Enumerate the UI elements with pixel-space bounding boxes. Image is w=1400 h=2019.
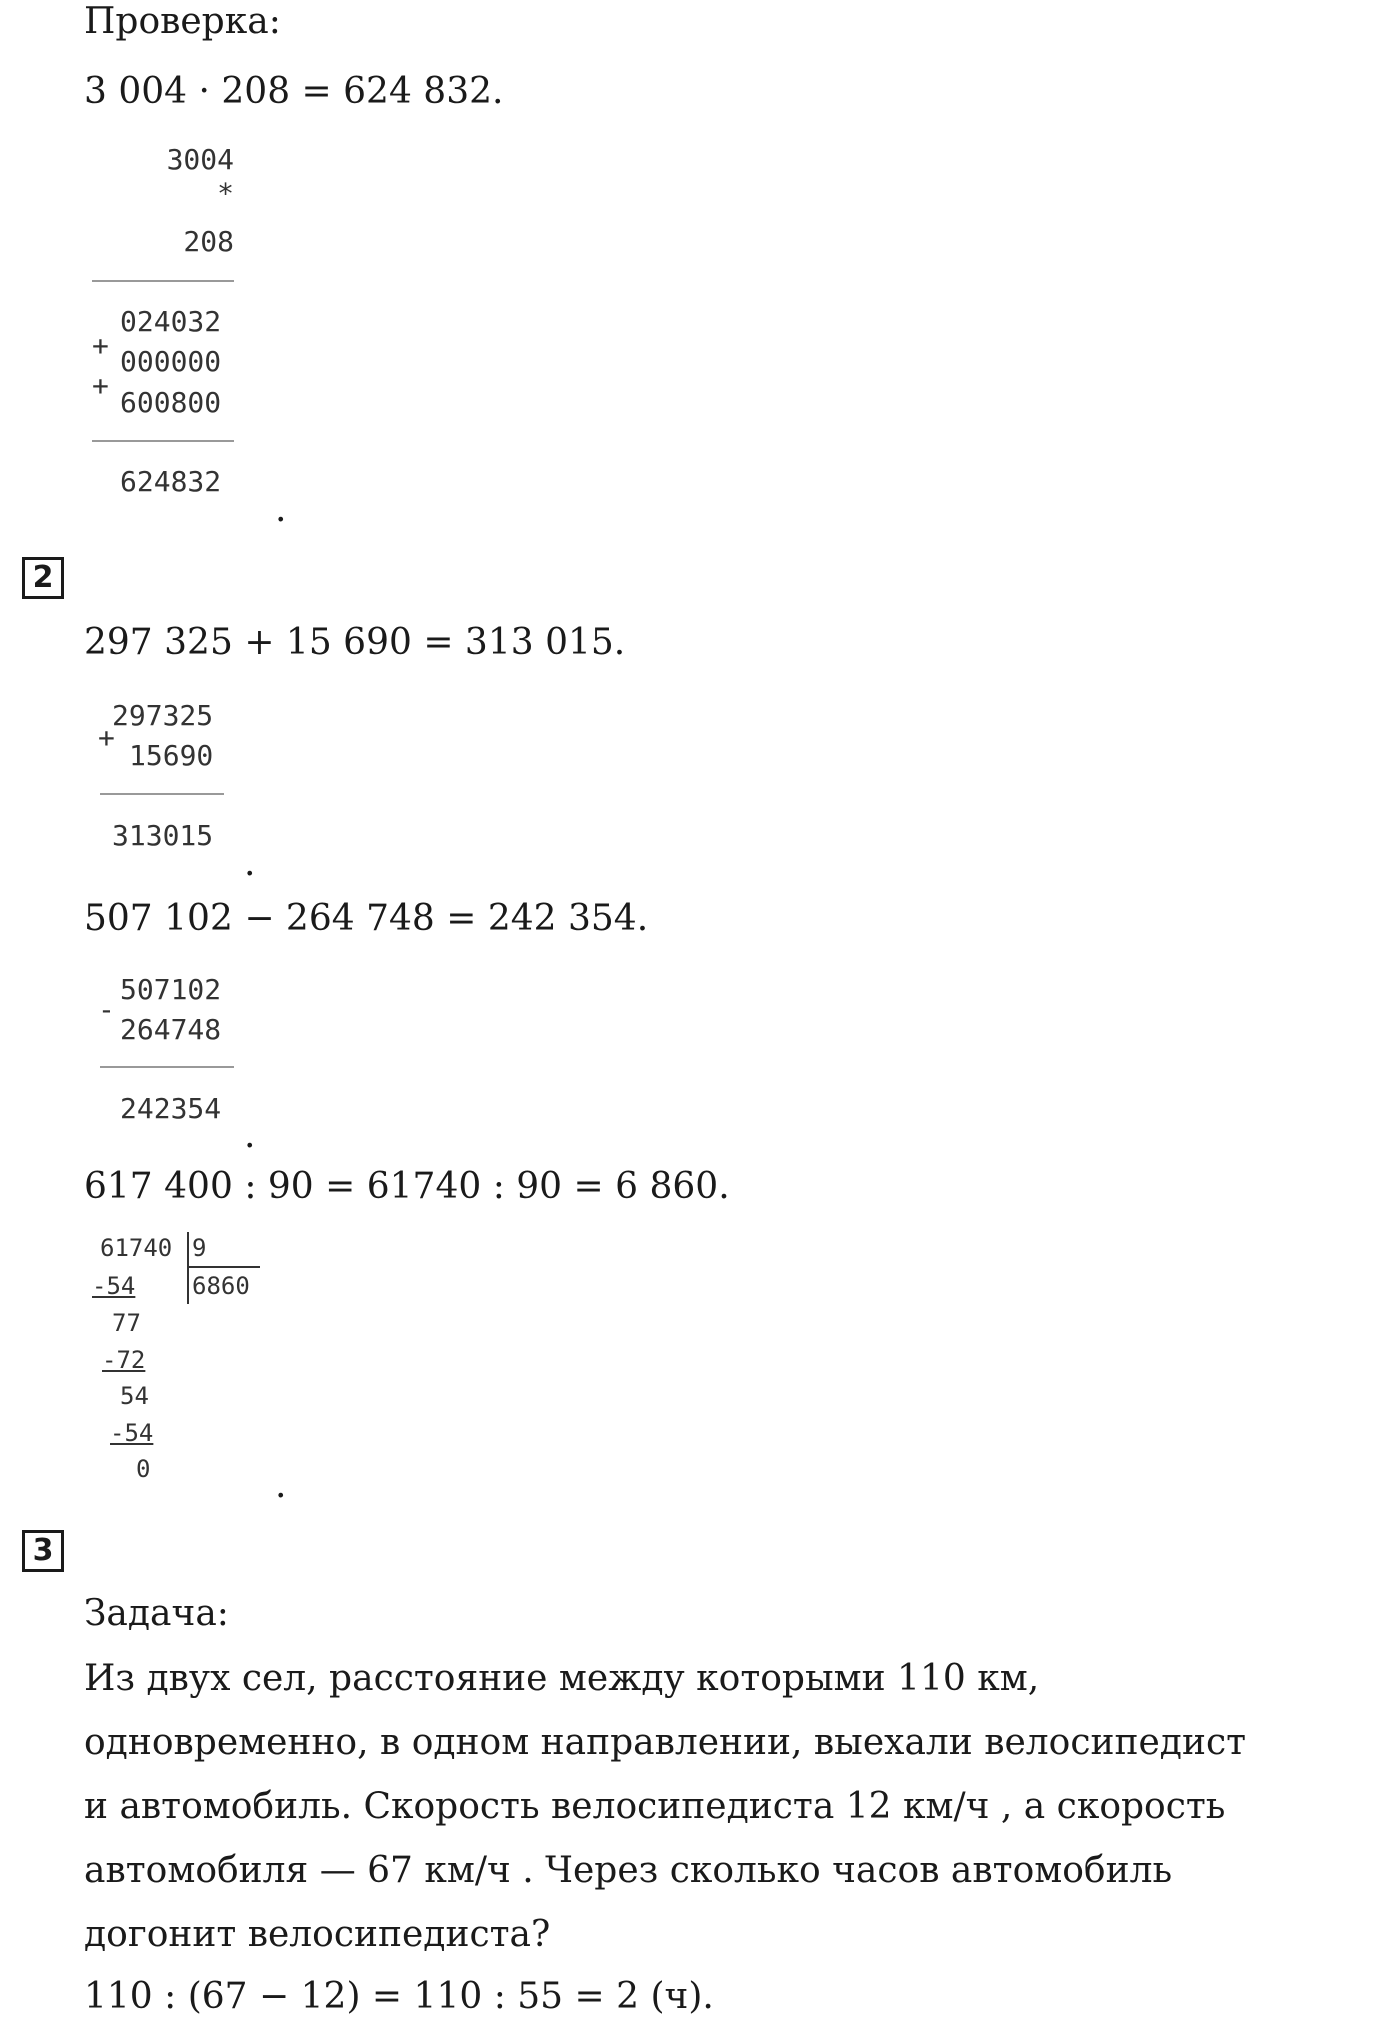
addend-1: 297325 [112,699,214,732]
task-number-2: 2 [22,557,64,599]
task-number-3: 3 [22,1530,64,1572]
division-step: -54 [110,1419,154,1447]
partial-product-2: 000000 [120,345,222,378]
division-step: 77 [112,1309,141,1337]
minuend: 507102 [120,973,222,1006]
multiplicand: 3004 [166,143,234,176]
minus-sign: - [98,993,115,1026]
addition-equation: 297 325 + 15 690 = 313 015. [84,622,626,663]
partial-product-1: 024032 [120,305,222,338]
multiply-sign: * [217,177,234,210]
solution-equation: 110 : (67 − 12) = 110 : 55 = 2 (ч). [84,1976,714,2017]
division-step: -72 [102,1346,146,1374]
multiplier: 208 [183,225,234,258]
period: . [244,1115,256,1156]
multiplication-equation: 3 004 · 208 = 624 832. [84,71,504,112]
plus-sign: + [92,329,109,362]
period: . [244,843,256,884]
task-line: догонит велосипедиста? [84,1914,551,1955]
rule-line [100,793,224,795]
division-bracket [187,1266,260,1268]
task-line: автомобиля — 67 км/ч . Через сколько часов автомобиль [84,1850,1173,1891]
task-line: Из двух сел, расстояние между которыми 110 км, [84,1658,1040,1699]
addend-2: 15690 [129,739,214,772]
rule-line [92,440,234,442]
rule-line [100,1066,234,1068]
rule-line [92,280,234,282]
divisor: 9 [192,1234,207,1262]
plus-sign: + [98,721,115,754]
division-equation: 617 400 : 90 = 61740 : 90 = 6 860. [84,1166,730,1207]
division-step: 54 [120,1382,149,1410]
check-label: Проверка: [84,1,281,42]
division-step: -54 [92,1272,136,1300]
subtraction-equation: 507 102 − 264 748 = 242 354. [84,898,649,939]
period: . [275,489,287,530]
period: . [275,1465,287,1506]
subtrahend: 264748 [120,1013,222,1046]
task-line: одновременно, в одном направлении, выехали велосипедист [84,1722,1247,1763]
product-result: 624832 [120,465,222,498]
task-line: и автомобиль. Скорость велосипедиста 12 км/ч , а скорость [84,1786,1226,1827]
plus-sign: + [92,369,109,402]
dividend: 61740 [100,1234,173,1262]
quotient: 6860 [192,1272,250,1300]
sum-result: 313015 [112,819,214,852]
task-label: Задача: [84,1593,229,1634]
partial-product-3: 600800 [120,386,222,419]
difference-result: 242354 [120,1092,222,1125]
division-bracket [187,1232,189,1304]
division-remainder: 0 [136,1455,151,1483]
